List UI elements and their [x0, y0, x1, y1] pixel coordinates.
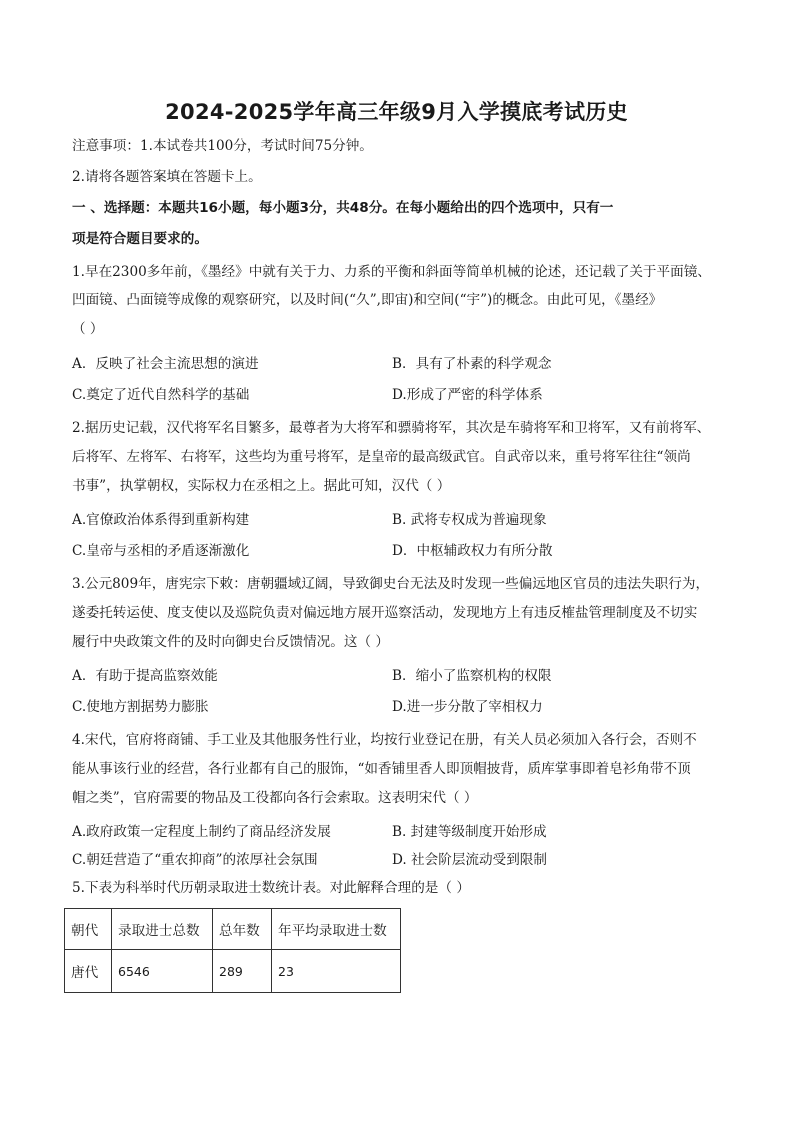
question-3-line-2: 遂委托转运使、度支使以及巡院负责对偏远地方展开巡察活动，发现地方上有违反榷盐管理制度及不切实	[72, 605, 698, 621]
table-header-cell: 录取进士总数	[112, 909, 213, 950]
question-2-option-a[interactable]: A.官僚政治体系得到重新构建	[72, 512, 250, 528]
question-4-line-3: 帽之类”，官府需要的物品及工役都向各行会索取。这表明宋代（ ）	[72, 790, 478, 806]
table-cell: 23	[272, 950, 401, 993]
question-4-line-2: 能从事该行业的经营，各行业都有自己的服饰，“如香铺里香人即顶帽披背，质库掌事即着皂衫角带不顶	[72, 761, 691, 777]
table-cell: 6546	[112, 950, 213, 993]
exam-title: 2024-2025学年高三年级9月入学摸底考试历史	[165, 100, 628, 124]
question-4-line-1: 4.宋代，官府将商铺、手工业及其他服务性行业，均按行业登记在册，有关人员必须加入各行会，否则不	[72, 732, 697, 748]
question-4-option-a[interactable]: A.政府政策一定程度上制约了商品经济发展	[72, 824, 331, 840]
table-header-cell: 总年数	[213, 909, 272, 950]
question-2-line-1: 2.据历史记载，汉代将军名目繁多，最尊者为大将军和骠骑将军，其次是车骑将军和卫将军，又有前将军、	[72, 420, 711, 436]
question-1-line-2: 凹面镜、凸面镜等成像的观察研究，以及时间(“久”,即宙)和空间(“宇”)的概念。由此可见，《墨经》	[72, 292, 663, 308]
question-2-option-d[interactable]: D．中枢辅政权力有所分散	[392, 543, 553, 559]
question-2-option-b[interactable]: B. 武将专权成为普遍现象	[392, 512, 547, 528]
question-5-line-1: 5.下表为科举时代历朝录取进士数统计表。对此解释合理的是（ ）	[72, 880, 470, 896]
table-cell: 289	[213, 950, 272, 993]
table-row	[65, 950, 401, 993]
question-3-line-3: 履行中央政策文件的及时向御史台反馈情况。这（ ）	[72, 634, 389, 650]
question-4-option-c[interactable]: C.朝廷营造了“重农抑商”的浓厚社会氛围	[72, 852, 318, 868]
question-1-option-a[interactable]: A．反映了社会主流思想的演进	[72, 356, 259, 372]
question-1-option-b[interactable]: B．具有了朴素的科学观念	[392, 356, 552, 372]
question-2-line-2: 后将军、左将军、右将军，这些均为重号将军，是皇帝的最高级武官。自武帝以来，重号将军往往“领尚	[72, 449, 691, 465]
question-3-line-1: 3.公元809年，唐宪宗下敕：唐朝疆域辽阔，导致御史台无法及时发现一些偏远地区官员的违法失职行为，	[72, 576, 710, 592]
table-cell: 唐代	[65, 950, 112, 993]
notes-line-2: 2.请将各题答案填在答题卡上。	[72, 169, 262, 185]
question-2-line-3: 书事”，执掌朝权，实际权力在丞相之上。据此可知，汉代（ ）	[72, 478, 451, 494]
table-header-cell: 朝代	[65, 909, 112, 950]
table-header-row	[65, 909, 401, 950]
question-1-line-1: 1.早在2300多年前，《墨经》中就有关于力、力系的平衡和斜面等简单机械的论述，还记载了关于平面镜、	[72, 264, 711, 280]
jinshi-statistics-table	[64, 908, 401, 993]
question-3-option-b[interactable]: B．缩小了监察机构的权限	[392, 668, 552, 684]
question-4-option-b[interactable]: B. 封建等级制度开始形成	[392, 824, 547, 840]
table-header-cell: 年平均录取进士数	[272, 909, 401, 950]
question-1-option-c[interactable]: C.奠定了近代自然科学的基础	[72, 387, 250, 403]
question-1-option-d[interactable]: D.形成了严密的科学体系	[392, 387, 543, 403]
section-heading-line-2: 项是符合题目要求的。	[72, 231, 208, 247]
question-1-line-3: （ ）	[72, 321, 104, 337]
notes-line-1: 注意事项：1.本试卷共100分，考试时间75分钟。	[72, 138, 373, 154]
question-3-option-c[interactable]: C.使地方割据势力膨胀	[72, 699, 209, 715]
question-3-option-d[interactable]: D.进一步分散了宰相权力	[392, 699, 543, 715]
question-3-option-a[interactable]: A．有助于提高监察效能	[72, 668, 218, 684]
section-heading-line-1: 一 、选择题：本题共16小题，每小题3分，共48分。在每小题给出的四个选项中，只有一	[72, 200, 614, 216]
question-2-option-c[interactable]: C.皇帝与丞相的矛盾逐渐激化	[72, 543, 250, 559]
question-4-option-d[interactable]: D. 社会阶层流动受到限制	[392, 852, 547, 868]
